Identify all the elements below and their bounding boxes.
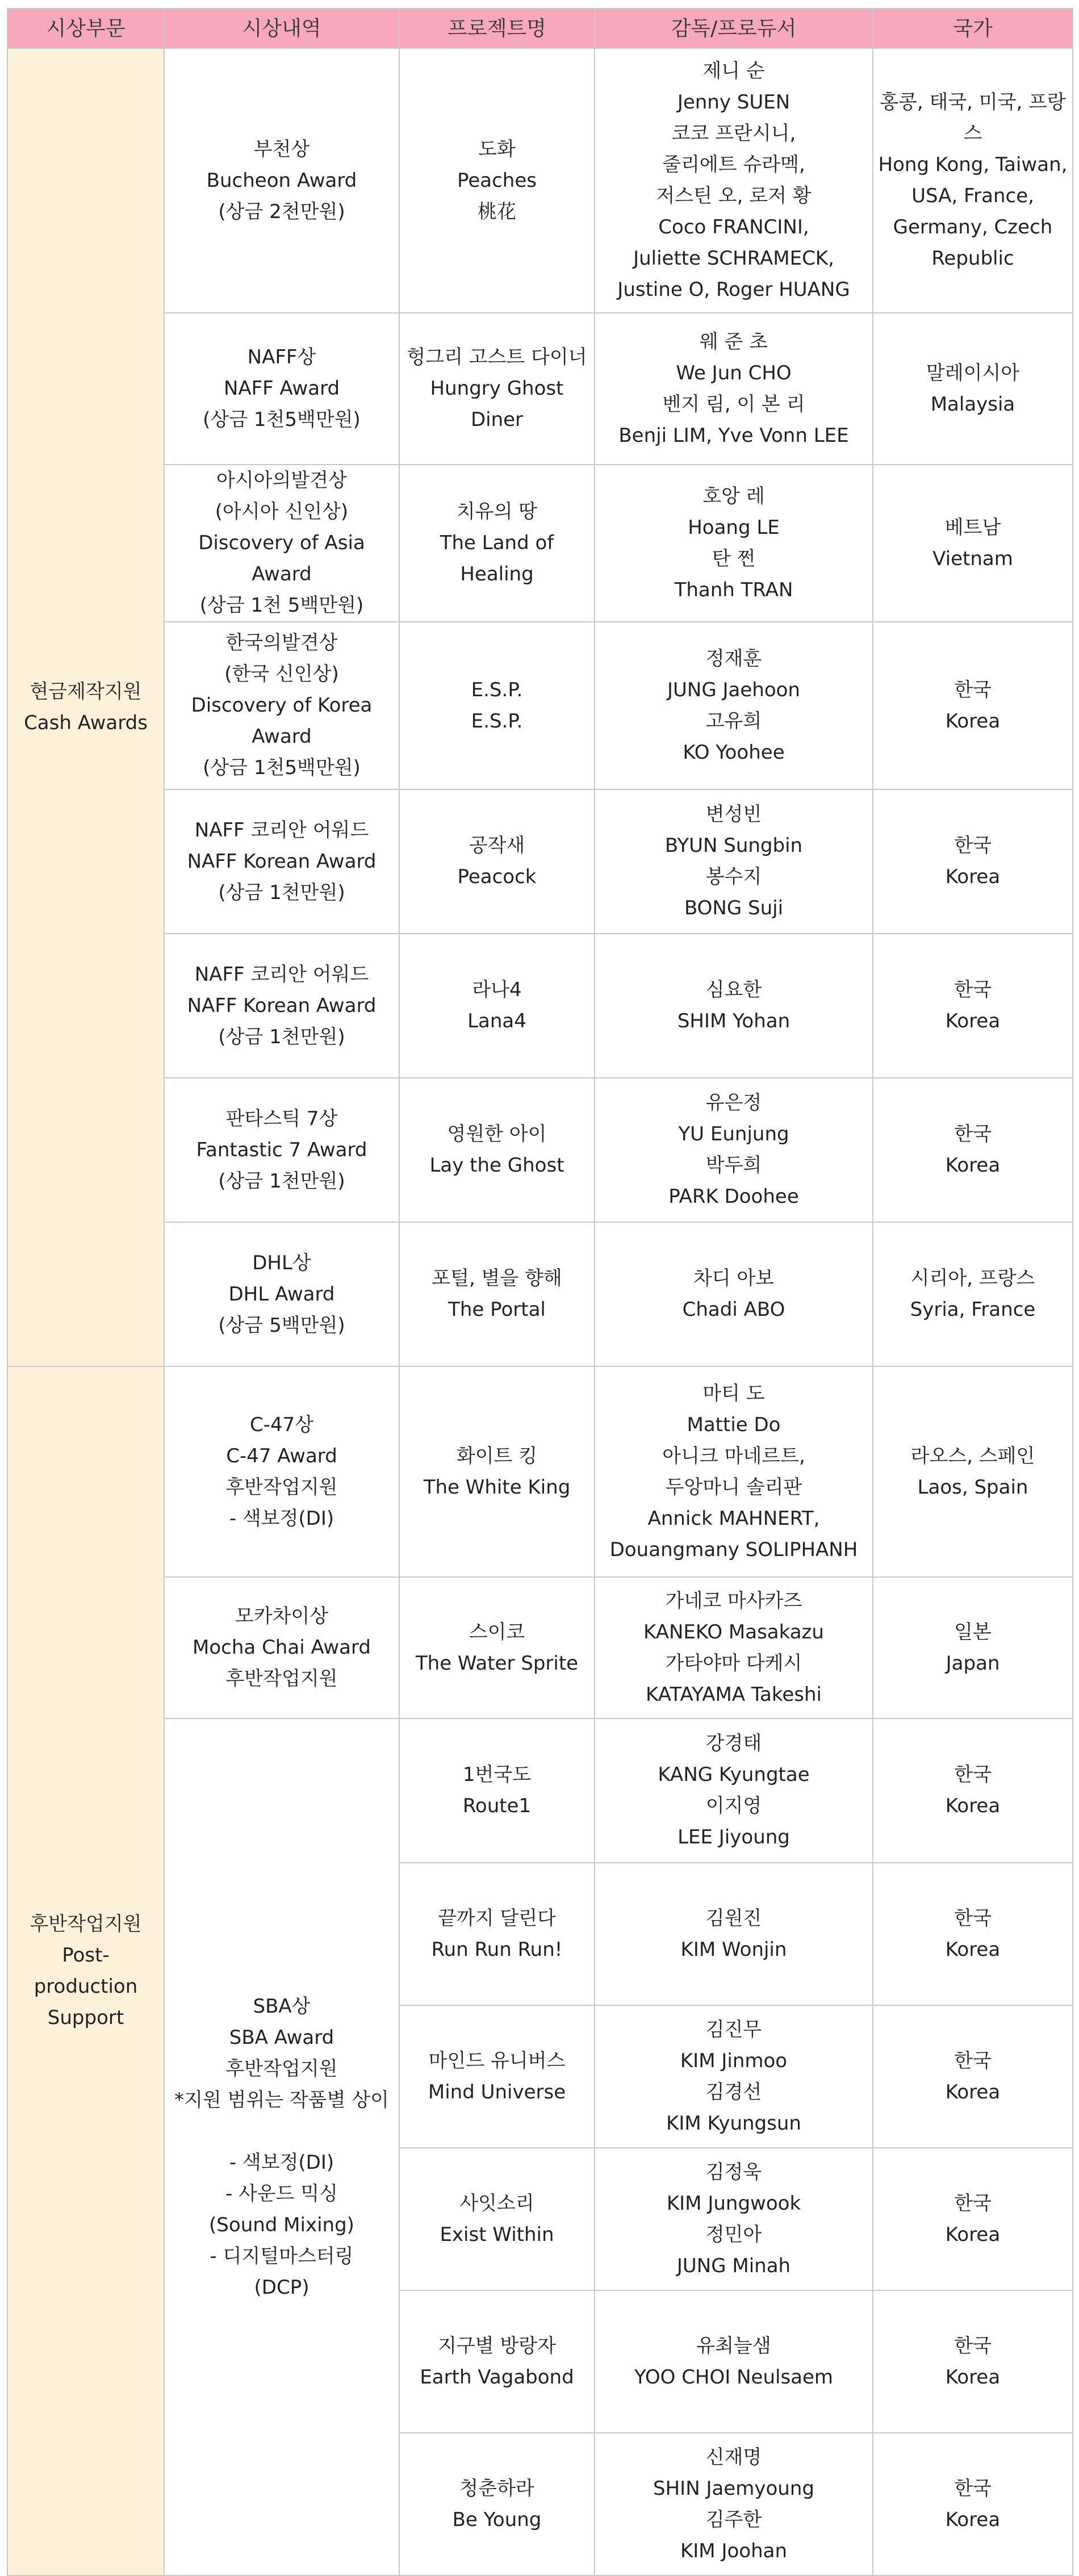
project-cell: 영원한 아이 Lay the Ghost <box>399 1078 595 1222</box>
header-director: 감독/프로듀서 <box>595 9 873 48</box>
director-cell: 신재명 SHIN Jaemyoung 김주한 KIM Joohan <box>595 2433 873 2575</box>
director-cell: 변성빈 BYUN Sungbin 봉수지 BONG Suji <box>595 789 873 934</box>
country-cell: 한국 Korea <box>873 2290 1073 2433</box>
director-cell: 제니 순 Jenny SUEN 코코 프란시니, 줄리에트 슈라멕, 저스틴 오, 로저 황 Coco FRANCINI, Juliette SCHRAMECK, Justine O, Roger HUANG <box>595 48 873 313</box>
director-cell: 정재훈 JUNG Jaehoon 고유희 KO Yoohee <box>595 622 873 789</box>
director-cell: 가네코 마사카즈 KANEKO Masakazu 가타야마 다케시 KATAYAMA Takeshi <box>595 1577 873 1718</box>
director-cell: 웨 준 초 We Jun CHO 벤지 림, 이 본 리 Benji LIM, Yve Vonn LEE <box>595 313 873 465</box>
table-row <box>7 1078 1073 1222</box>
country-cell: 한국 Korea <box>873 789 1073 934</box>
header-country: 국가 <box>873 9 1073 48</box>
project-cell: 스이코 The Water Sprite <box>399 1577 595 1718</box>
country-cell: 한국 Korea <box>873 934 1073 1078</box>
award-cell: 판타스틱 7상 Fantastic 7 Award (상금 1천만원) <box>164 1078 399 1222</box>
country-cell: 베트남 Vietnam <box>873 465 1073 622</box>
project-cell: 공작새 Peacock <box>399 789 595 934</box>
project-cell: 라나4 Lana4 <box>399 934 595 1078</box>
table-row <box>7 622 1073 789</box>
country-cell: 말레이시아 Malaysia <box>873 313 1073 465</box>
table-row <box>7 313 1073 465</box>
project-cell: 끝까지 달린다 Run Run Run! <box>399 1863 595 2005</box>
director-cell: 김정욱 KIM Jungwook 정민아 JUNG Minah <box>595 2148 873 2290</box>
country-cell: 한국 Korea <box>873 2433 1073 2575</box>
table-header-row <box>7 9 1073 48</box>
project-cell: 마인드 유니버스 Mind Universe <box>399 2005 595 2148</box>
table-row <box>7 1366 1073 1577</box>
award-cell: 아시아의발견상 (아시아 신인상) Discovery of Asia Award (상금 1천 5백만원) <box>164 465 399 622</box>
table-row <box>7 789 1073 934</box>
country-cell: 한국 Korea <box>873 1078 1073 1222</box>
award-cell: DHL상 DHL Award (상금 5백만원) <box>164 1222 399 1366</box>
award-cell: NAFF 코리안 어워드 NAFF Korean Award (상금 1천만원) <box>164 934 399 1078</box>
country-cell: 한국 Korea <box>873 1863 1073 2005</box>
director-cell: 마티 도 Mattie Do 아니크 마네르트, 두앙마니 솔리판 Annick MAHNERT, Douangmany SOLIPHANH <box>595 1366 873 1577</box>
director-cell: 유은정 YU Eunjung 박두희 PARK Doohee <box>595 1078 873 1222</box>
category-cash-awards: 현금제작지원 Cash Awards <box>7 48 164 1366</box>
awards-table <box>7 8 1073 2576</box>
director-cell: 김진무 KIM Jinmoo 김경선 KIM Kyungsun <box>595 2005 873 2148</box>
director-cell: 강경태 KANG Kyungtae 이지영 LEE Jiyoung <box>595 1718 873 1863</box>
table-row <box>7 1222 1073 1366</box>
country-cell: 한국 Korea <box>873 2005 1073 2148</box>
project-cell: 치유의 땅 The Land of Healing <box>399 465 595 622</box>
director-cell: 유최늘샘 YOO CHOI Neulsaem <box>595 2290 873 2433</box>
project-cell: 도화 Peaches 桃花 <box>399 48 595 313</box>
table-row <box>7 465 1073 622</box>
award-cell: C-47상 C-47 Award 후반작업지원 - 색보정(DI) <box>164 1366 399 1577</box>
project-cell: 청춘하라 Be Young <box>399 2433 595 2575</box>
award-cell: 부천상 Bucheon Award (상금 2천만원) <box>164 48 399 313</box>
header-project: 프로젝트명 <box>399 9 595 48</box>
country-cell: 홍콩, 태국, 미국, 프랑스 Hong Kong, Taiwan, USA, France, Germany, Czech Republic <box>873 48 1073 313</box>
table-row <box>7 1577 1073 1718</box>
project-cell: 포털, 별을 향해 The Portal <box>399 1222 595 1366</box>
country-cell: 한국 Korea <box>873 1718 1073 1863</box>
project-cell: 화이트 킹 The White King <box>399 1366 595 1577</box>
project-cell: 1번국도 Route1 <box>399 1718 595 1863</box>
director-cell: 심요한 SHIM Yohan <box>595 934 873 1078</box>
header-award: 시상내역 <box>164 9 399 48</box>
project-cell: 헝그리 고스트 다이너 Hungry Ghost Diner <box>399 313 595 465</box>
table-row <box>7 48 1073 313</box>
country-cell: 라오스, 스페인 Laos, Spain <box>873 1366 1073 1577</box>
header-category: 시상부문 <box>7 9 164 48</box>
award-cell: 한국의발견상 (한국 신인상) Discovery of Korea Award (상금 1천5백만원) <box>164 622 399 789</box>
country-cell: 일본 Japan <box>873 1577 1073 1718</box>
project-cell: 지구별 방랑자 Earth Vagabond <box>399 2290 595 2433</box>
country-cell: 한국 Korea <box>873 622 1073 789</box>
award-cell: 모카차이상 Mocha Chai Award 후반작업지원 <box>164 1577 399 1718</box>
country-cell: 시리아, 프랑스 Syria, France <box>873 1222 1073 1366</box>
award-cell: NAFF상 NAFF Award (상금 1천5백만원) <box>164 313 399 465</box>
award-cell: NAFF 코리안 어워드 NAFF Korean Award (상금 1천만원) <box>164 789 399 934</box>
country-cell: 한국 Korea <box>873 2148 1073 2290</box>
project-cell: E.S.P. E.S.P. <box>399 622 595 789</box>
award-cell-sba: SBA상 SBA Award 후반작업지원 *지원 범위는 작품별 상이 - 색보정(DI) - 사운드 믹싱 (Sound Mixing) - 디지털마스터링 (DCP) <box>164 1718 399 2575</box>
table-row <box>7 934 1073 1078</box>
table-row <box>7 1718 1073 1863</box>
project-cell: 사잇소리 Exist Within <box>399 2148 595 2290</box>
director-cell: 김원진 KIM Wonjin <box>595 1863 873 2005</box>
director-cell: 호앙 레 Hoang LE 탄 쩐 Thanh TRAN <box>595 465 873 622</box>
category-post-production: 후반작업지원 Post- production Support <box>7 1366 164 2575</box>
director-cell: 차디 아보 Chadi ABO <box>595 1222 873 1366</box>
